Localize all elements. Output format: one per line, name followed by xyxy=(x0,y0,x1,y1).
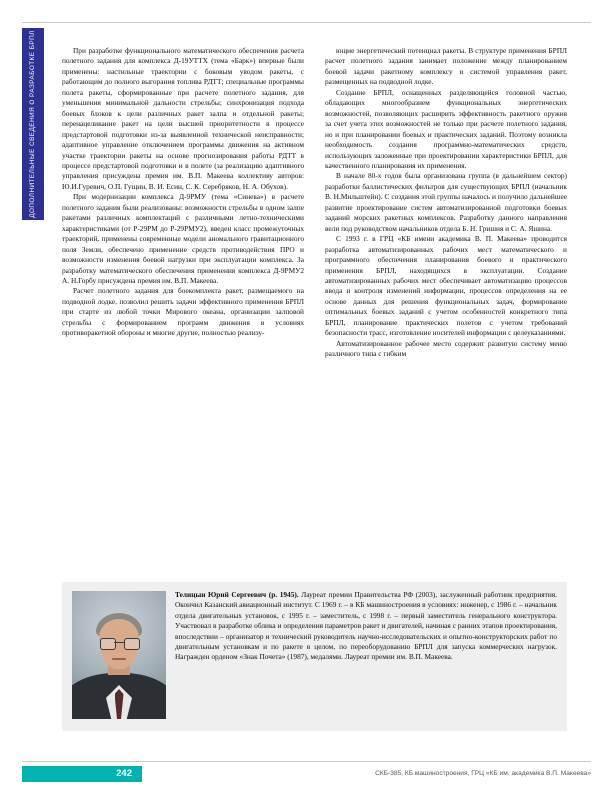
column-left xyxy=(62,46,304,339)
photo-mouth xyxy=(112,658,126,660)
paragraph: Автоматизированное рабочее место содержит развитую систему меню различного типа с гибким xyxy=(325,338,567,359)
paragraph: В начале 80-х годов была организована группа (в дальнейшем сектор) разработки баллистических фильтров для существующих БРПЛ (начальник В. Н.Мильштейн). С создания этой группы началось и получило дальнейшее развитие проектирование систем автоматизированной подготовки боевых заданий морских ракетных комплексов. Разработку данного направления вели под руководством начальников отдела Б. Н. Гришия и С. А. Яшина. xyxy=(325,171,567,233)
paragraph: При модернизации комплекса Д-9РМУ (тема «Синева») в расчете полетного задания были реализованы: возможности стрельбы в одном залпе ракетами различных комплектаций с различными летно-техническими характеристиками (от Р-29РМ до Р-29РМУ2), введен класс промежуточных траекторий, применены современные модели аномального гравитационного поля Земли, обеспечено применение средств противодействия ПРО и возможности изменения боевой нагрузки при эксплуатации комплекса. За разработку математического обеспечения применения комплекса Д-9РМУ2 А. Н.Горбу присуждена премия им. В.П. Макеева. xyxy=(62,192,304,285)
paragraph: При разработке функционального математического обеспечения расчета полетного задания для комплекса Д-19УТТХ (тема «Барк») впервые были применены: настильные траектории с боковым уводом ракеты, с работающим до полного выгорания топлива РДТТ; специальные программы полета ракеты, сформированные при расчете полетного задания, для уменьшения минимальной дальности стрельбы; синхронизация подхода боевых блоков к цели различных ракет залпа и отдельной ракеты; перенацеливание ракет на цели высшей приоритетности в процессе предстартовой подготовки из-за выявленной технической неисправности; адаптивное управление отключением программы движения на активном участке траектории ракеты на основе прогнозирования работы РДТТ в процессе предстартовой подготовки и в полете (за реализацию адаптивного управления присуждена премия им. В.П. Макеева коллективу авторов: Ю.И.Гуревич, О.П. Гущин, В. И. Есин, С. К. Серебряков, Н. А. Обухов). xyxy=(62,46,304,191)
biography-name: Телицын Юрий Сергеевич xyxy=(175,590,267,599)
biography-birth: (р. 1945). xyxy=(268,590,299,599)
biography-box xyxy=(62,582,567,731)
paragraph: Расчет полетного задания для боекомплекта ракет, размещаемого на подводной лодке, позволил решить задачи эффективного применения БРПЛ при старте из любой точки Мирового океана, организации залповой стрельбы с формированием программ движения в условиях противоракетной обороны и многие другие, полностью реализу- xyxy=(62,286,304,338)
page-number: 242 xyxy=(116,768,132,779)
footer-note: СКБ-385, КБ машиностроения, ГРЦ «КБ им. академика В.П. Макеева» xyxy=(375,770,591,777)
section-tab-label: ДОПОЛНИТЕЛЬНЫЕ СВЕДЕНИЯ О РАЗРАБОТКЕ БРПЛ xyxy=(29,30,36,218)
section-tab xyxy=(22,28,44,220)
photo-glasses-right xyxy=(124,638,140,650)
biography-body: Лауреат премии Правительства РФ (2003), заслуженный работник предприятия. Окончил Казанский авиационный институт. С 1969 г. – в КБ машиностроения в условиях: инженер, с 1986 г. – начальник отдела двигательных установок, с 1995 г. – заместитель, с 1998 г. – первый заместитель генерального конструктора. Участвовал в разработке облика и определения параметров ракет и двигателей, начиная с ранних этапов проектирования, впоследствии – организатор и технический руководитель научно-исследовательских и опытно-конструкторских работ по двигательным установкам и по ракете в целом, по переоборудованию БРПЛ для запуска коммерческих нагрузок. Награжден орденом «Знак Почета» (1987), медалями. Лауреат премии им. В.П. Макеева. xyxy=(175,590,558,662)
paragraph: ющие энергетический потенциал ракеты. В структуре применения БРПЛ расчет полетного задания занимает положение между планированием боевой задачи ракетному комплексу и системой управления ракет, размещенных на подводной лодке. xyxy=(325,46,567,87)
column-right xyxy=(325,46,567,360)
paragraph: Создание БРПЛ, оснащенных разделяющейся головной частью, обладающих многообразием функциональных энергетических возможностей, позволяющих расширить эффективность ракетного оружия за счет учета этих возможностей не только при расчете полетного задания, но и при планировании боевых и практических заданий. Поэтому возникла необходимость создания программно-математических средств, использующих заложенные при проектировании характеристики БРПЛ, для качественного планирования их применения. xyxy=(325,87,567,170)
bottom-rule xyxy=(22,761,591,762)
photo-glasses-bridge xyxy=(114,642,124,643)
top-rule xyxy=(22,22,591,23)
photo-glasses-left xyxy=(100,638,116,650)
portrait-photo xyxy=(72,591,166,719)
paragraph: С 1993 г. в ГРЦ «КБ имени академика В. П. Макеева» проводится разработка автоматизированных рабочих мест математического и программного обеспечения планирования боевого и практического применения БРПЛ, находящихся в эксплуатации. Создание автоматизированных рабочих мест обеспечивает автоматизацию процессов ввода и контроля изменений информации, процессов определения на ее основе данных для решения функциональных задач, формирование оптимальных боевых заданий с учетом особенностей конкретного типа БРПЛ, планирование практических полетов с учетом требований безопасности трасс, изготовление носителей информации с целеуказаниями. xyxy=(325,234,567,338)
